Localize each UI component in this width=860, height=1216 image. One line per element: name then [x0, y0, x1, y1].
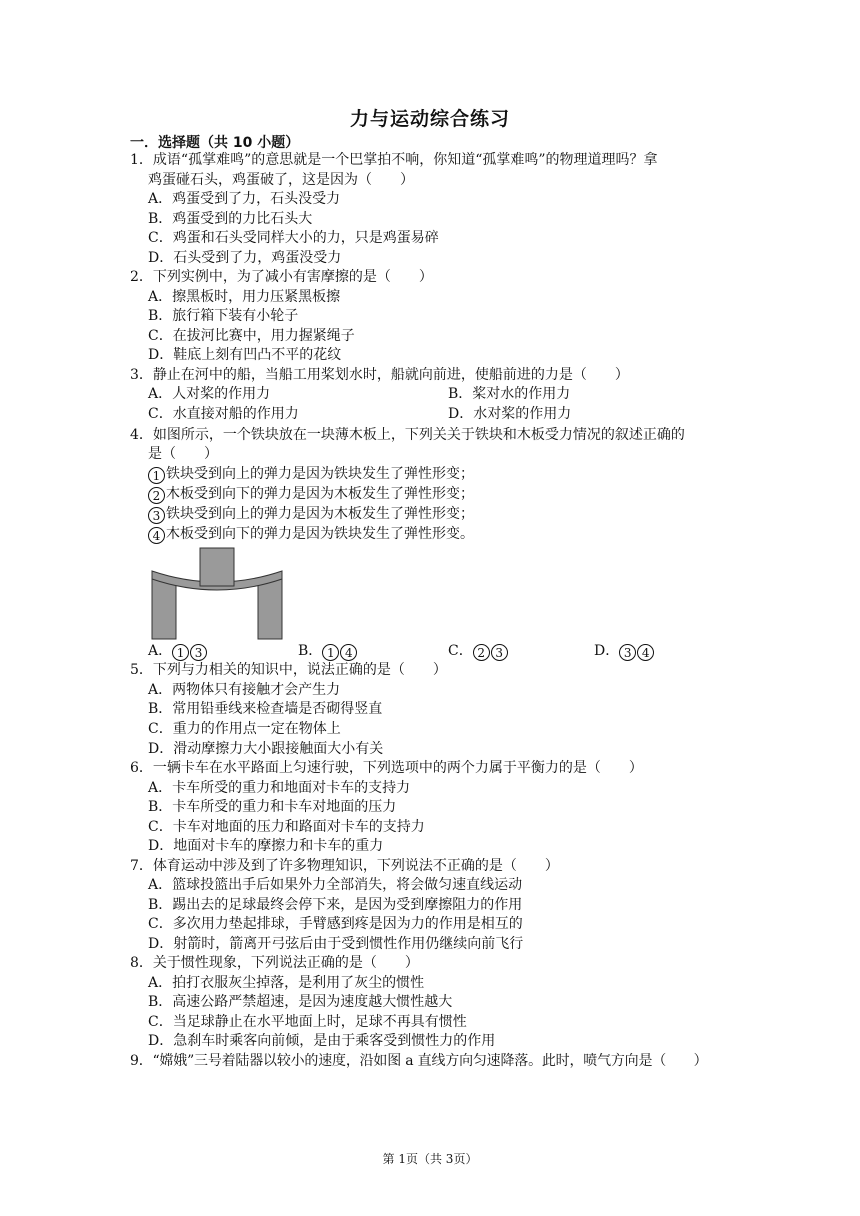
question-1-option-b: B．鸡蛋受到的力比石头大 — [148, 211, 313, 227]
question-7-option-d: D．射箭时，箭离开弓弦后由于受到惯性作用仍继续向前飞行 — [148, 936, 524, 952]
question-4-stem-cont: 是（ ） — [148, 446, 218, 462]
section-heading: 一．选择题（共 10 小题） — [130, 135, 300, 151]
question-5-option-a: A．两物体只有接触才会产生力 — [148, 682, 341, 698]
question-7-option-a: A．篮球投篮出手后如果外力全部消失，将会做匀速直线运动 — [148, 877, 523, 893]
right-support — [258, 579, 282, 639]
question-9-stem: 9．“嫦娥”三号着陆器以较小的速度，沿如图 a 直线方向匀速降落。此时，喷气方向是（ ） — [130, 1053, 708, 1069]
question-3-option-b: B．桨对水的作用力 — [448, 386, 571, 402]
question-4-statement-2: 2 木板受到向下的弹力是因为木板发生了弹性形变； — [148, 485, 474, 504]
circled-number: 1 — [172, 644, 189, 661]
circled-number: 3 — [148, 507, 165, 524]
question-2-option-d: D．鞋底上刻有凹凸不平的花纹 — [148, 347, 342, 363]
circled-number: 2 — [473, 644, 490, 661]
circled-number: 3 — [190, 644, 207, 661]
question-5-option-d: D．滑动摩擦力大小跟接触面大小有关 — [148, 741, 384, 757]
question-1-option-d: D．石头受到了力，鸡蛋没受力 — [148, 250, 342, 266]
question-7-option-b: B．踢出去的足球最终会停下来，是因为受到摩擦阻力的作用 — [148, 897, 523, 913]
question-2-option-b: B．旅行箱下装有小轮子 — [148, 308, 299, 324]
question-3-option-c: C．水直接对船的作用力 — [148, 406, 299, 422]
question-4-stem: 4．如图所示，一个铁块放在一块薄木板上，下列关关于铁块和木板受力情况的叙述正确的 — [130, 427, 685, 443]
question-1-stem-cont: 鸡蛋碰石头，鸡蛋破了，这是因为（ ） — [148, 172, 414, 188]
circled-number: 4 — [148, 527, 165, 544]
circled-number: 1 — [148, 467, 165, 484]
iron-block — [200, 548, 234, 586]
circled-number: 2 — [148, 487, 165, 504]
question-6-option-a: A．卡车所受的重力和地面对卡车的支持力 — [148, 780, 411, 796]
circled-number: 3 — [619, 644, 636, 661]
circled-number: 1 — [322, 644, 339, 661]
question-7-option-c: C．多次用力垫起排球，手臂感到疼是因为力的作用是相互的 — [148, 916, 523, 932]
question-4-option-d: D． 3 4 — [594, 642, 655, 661]
question-6-option-b: B．卡车所受的重力和卡车对地面的压力 — [148, 799, 397, 815]
question-4-option-a: A． 1 3 — [148, 642, 208, 661]
question-3-option-d: D．水对桨的作用力 — [448, 406, 572, 422]
question-6-option-c: C．卡车对地面的压力和路面对卡车的支持力 — [148, 819, 425, 835]
question-6-option-d: D．地面对卡车的摩擦力和卡车的重力 — [148, 838, 384, 854]
question-2-stem: 2．下列实例中，为了减小有害摩擦的是（ ） — [130, 269, 433, 285]
question-8-option-d: D．急刹车时乘客向前倾，是由于乘客受到惯性力的作用 — [148, 1033, 496, 1049]
question-2-option-a: A．擦黑板时，用力压紧黑板擦 — [148, 289, 341, 305]
question-8-option-b: B．高速公路严禁超速，是因为速度越大惯性越大 — [148, 994, 453, 1010]
question-4-option-c: C． 2 3 — [448, 642, 509, 661]
question-4-statement-4: 4 木板受到向下的弹力是因为铁块发生了弹性形变。 — [148, 525, 474, 544]
question-1-option-c: C．鸡蛋和石头受同样大小的力，只是鸡蛋易碎 — [148, 230, 439, 246]
page-title: 力与运动综合练习 — [349, 108, 510, 130]
question-3-stem: 3．静止在河中的船，当船工用桨划水时，船就向前进，使船前进的力是（ ） — [130, 367, 629, 383]
question-1-stem: 1．成语“孤掌难鸣”的意思就是一个巴掌拍不响，你知道“孤掌难鸣”的物理道理吗？拿 — [130, 152, 658, 168]
question-5-option-c: C．重力的作用点一定在物体上 — [148, 721, 341, 737]
question-4-statement-3: 3 铁块受到向上的弹力是因为木板发生了弹性形变； — [148, 505, 474, 524]
left-support — [152, 579, 176, 639]
question-3-option-a: A．人对桨的作用力 — [148, 386, 271, 402]
question-8-stem: 8．关于惯性现象，下列说法正确的是（ ） — [130, 955, 419, 971]
question-8-option-c: C．当足球静止在水平地面上时，足球不再具有惯性 — [148, 1014, 467, 1030]
iron-block-board-figure — [150, 545, 284, 641]
question-5-option-b: B．常用铅垂线来检查墙是否砌得竖直 — [148, 701, 383, 717]
question-1-option-a: A．鸡蛋受到了力，石头没受力 — [148, 191, 341, 207]
question-8-option-a: A．拍打衣服灰尘掉落，是利用了灰尘的惯性 — [148, 975, 425, 991]
question-4-option-b: B． 1 4 — [298, 642, 358, 661]
question-4-statement-1: 1 铁块受到向上的弹力是因为铁块发生了弹性形变； — [148, 465, 474, 484]
question-5-stem: 5．下列与力相关的知识中，说法正确的是（ ） — [130, 662, 447, 678]
question-7-stem: 7．体育运动中涉及到了许多物理知识，下列说法不正确的是（ ） — [130, 858, 559, 874]
circled-number: 4 — [340, 644, 357, 661]
circled-number: 3 — [491, 644, 508, 661]
question-6-stem: 6．一辆卡车在水平路面上匀速行驶，下列选项中的两个力属于平衡力的是（ ） — [130, 760, 643, 776]
question-2-option-c: C．在拔河比赛中，用力握紧绳子 — [148, 328, 355, 344]
page-footer: 第 1页（共 3页） — [382, 1152, 478, 1166]
circled-number: 4 — [637, 644, 654, 661]
